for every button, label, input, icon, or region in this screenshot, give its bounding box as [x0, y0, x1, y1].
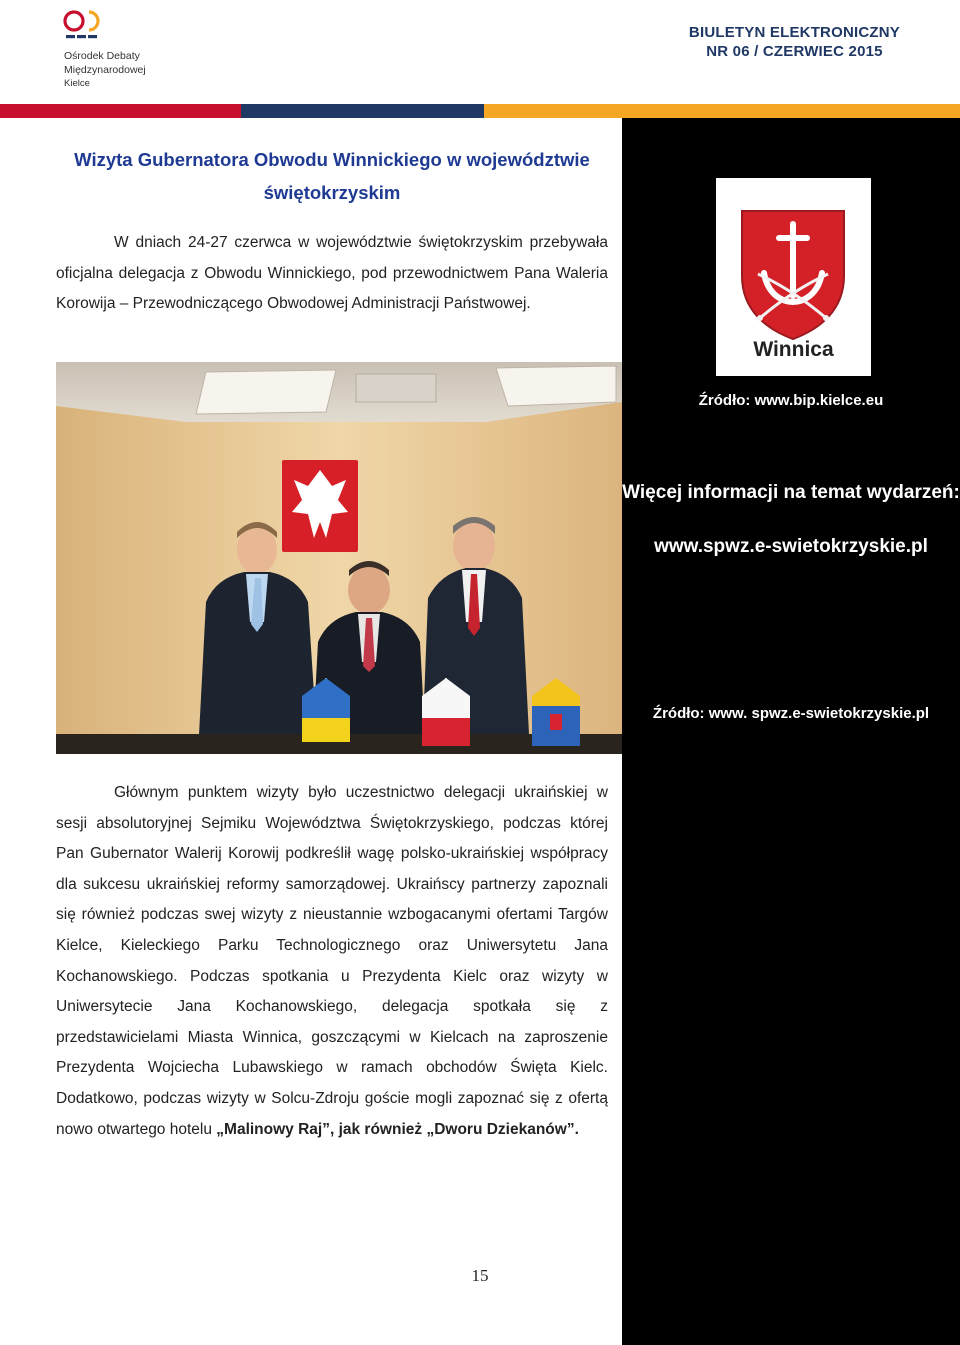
odm-logo — [60, 8, 170, 94]
crest-label: Winnica — [753, 338, 834, 361]
article-intro: W dniach 24-27 czerwca w województwie świętokrzyskim przebywała oficjalna delegacja z Obwodu Winnickiego, pod przewodnictwem Pana Waleria Korowija – Przewodniczącego Obwodowej Administracji Państwowej. — [56, 234, 608, 312]
accent-bar-red — [0, 104, 241, 118]
bulletin-header — [689, 23, 900, 61]
logo-line-3: Kielce — [64, 78, 90, 89]
delegation-photo-illustration — [56, 362, 622, 754]
article-title-line-1: Wizyta Gubernatora Obwodu Winnickiego w województwie — [74, 149, 590, 170]
winnica-crest — [716, 178, 871, 376]
logo-line-1: Ośrodek Debaty — [64, 50, 140, 62]
article-body-text: Głównym punktem wizyty było uczestnictwo delegacji ukraińskiej w sesji absolutoryjnej Sejmiku Województwa Świętokrzyskiego, podczas której Pan Gubernator Walerij Korowij podkreślił wagę polsko-ukraińskiej współpracy dla sukcesu ukraińskiej reformy samorządowej. Ukraińscy partnerzy zapoznali się również podczas swej wizyty z nieustannie wzbogacanymi ofertami Targów Kielce, Kieleckiego Parku Technologicznego oraz Uniwersytetu Jana Kochanowskiego. Podczas spotkania u Prezydenta Kielc oraz wizyty w Uniwersytecie Jana Kochanowskiego, delegacja spotkała się z przedstawicielami Miasta Winnica, goszczącymi w Kielcach na zaproszenie Prezydenta Wojciecha Lubawskiego w ramach obchodów Święta Kielc. Dodatkowo, podczas wizyty w Solcu-Zdroju goście mogli zapoznać się z ofertą nowo otwartego hotelu — [56, 784, 608, 1138]
bulletin-issue: NR 06 / CZERWIEC 2015 — [706, 43, 883, 60]
odm-logo-icon — [62, 8, 108, 44]
article-title — [56, 143, 608, 209]
accent-bar-navy — [241, 104, 484, 118]
article-body — [56, 778, 608, 1145]
logo-line-2: Międzynarodowej — [64, 63, 146, 76]
delegation-photo — [56, 362, 622, 754]
accent-bar-orange — [484, 104, 960, 118]
bulletin-title: BIULETYN ELEKTRONICZNY — [688, 24, 900, 41]
source-bip-kielce: Źródło: www.bip.kielce.eu — [698, 392, 884, 409]
article-title-line-2: świętokrzyskim — [263, 182, 401, 203]
accent-bar — [0, 104, 960, 118]
more-info-link[interactable]: www.spwz.e-swietokrzyskie.pl — [654, 536, 928, 557]
page-number: 15 — [471, 1266, 489, 1285]
source-spwz: Źródło: www. spwz.e-swietokrzyskie.pl — [652, 705, 930, 722]
article-body-highlight: „Malinowy Raj”, jak również „Dworu Dziekanów”. — [216, 1120, 579, 1138]
more-info-heading: Więcej informacji na temat wydarzeń: — [622, 482, 960, 503]
